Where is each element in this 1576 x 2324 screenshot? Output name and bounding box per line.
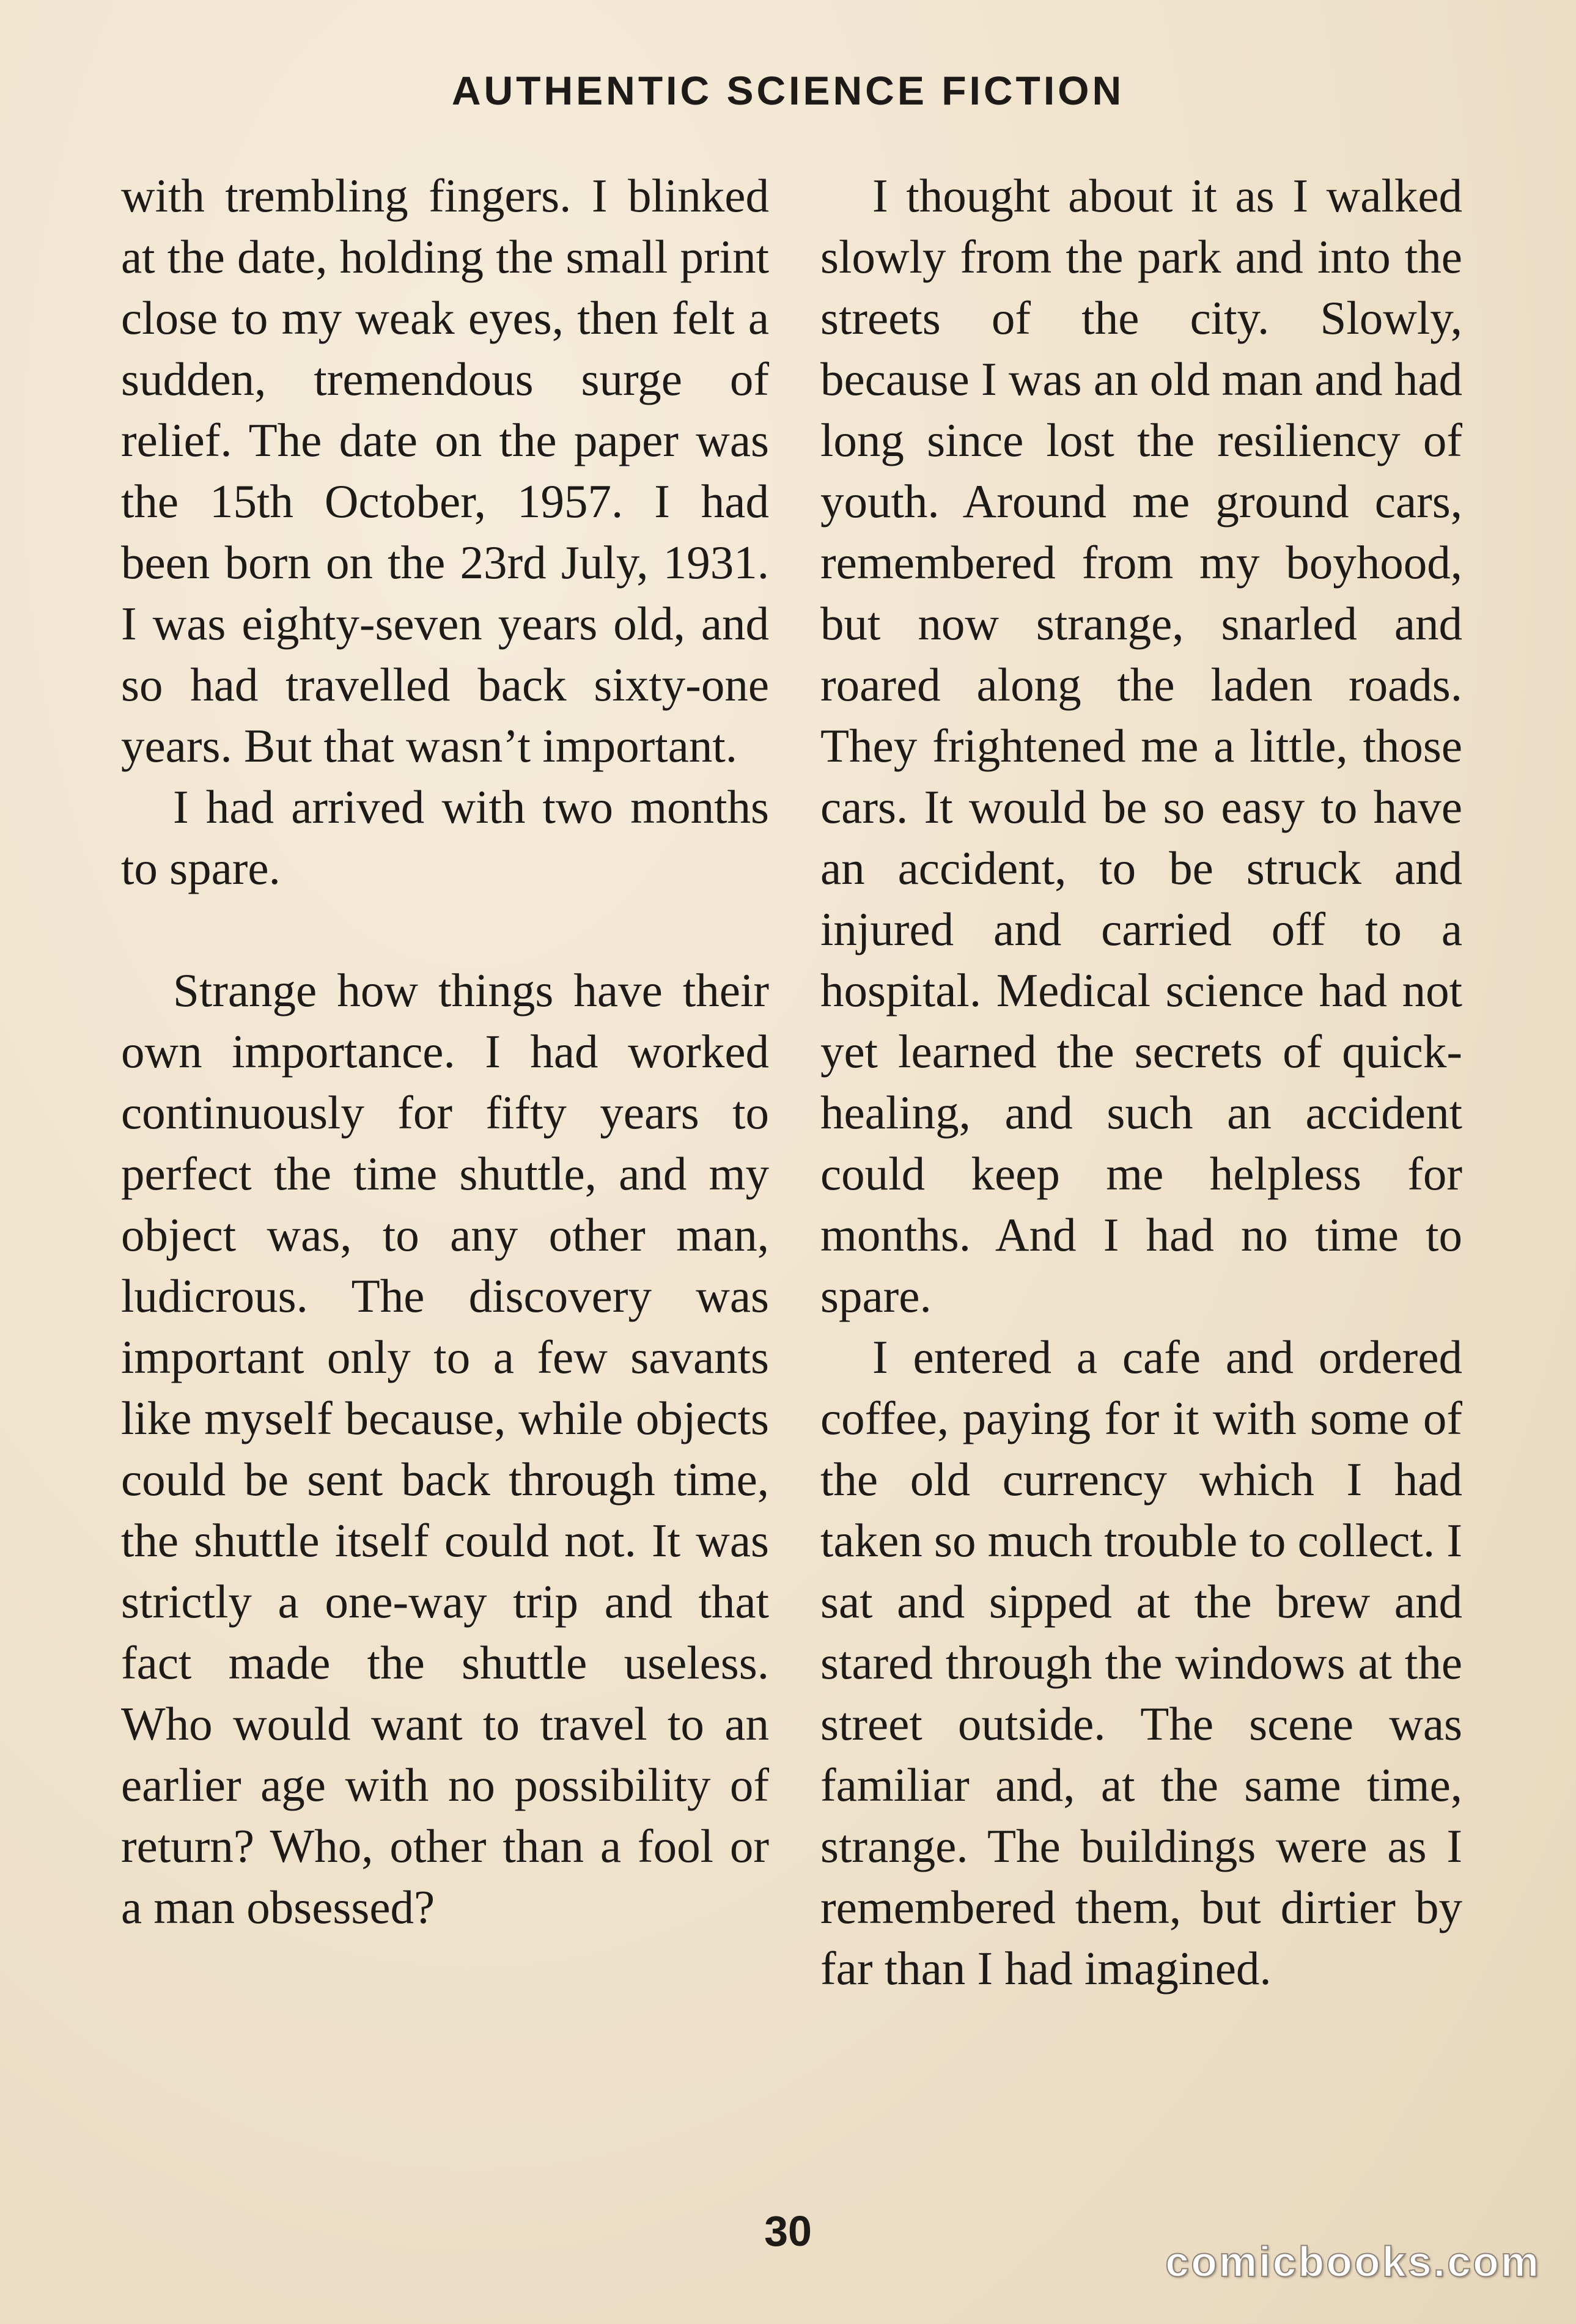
page-number: 30 xyxy=(764,2207,812,2255)
right-text-column xyxy=(820,165,1462,1999)
paragraph: with trembling fingers. I blinked at the date, holding the small print close to my weak eyes, then felt a sudden, tremendous surge of relief. The date on the paper was the 15th October, 1957. I had been born on the 23rd July, 1931. I was eighty-seven years old, and so had travelled back sixty-one years. But that wasn’t important. xyxy=(121,169,769,772)
paragraph: I entered a cafe and ordered coffee, paying for it with some of the old currency which I had taken so much trouble to collect. I sat and sipped at the brew and stared through the windows at the street outside. The scene was familiar and, at the same time, strange. The buildings were as I remembered them, but dirtier by far than I had imagined. xyxy=(820,1331,1462,1995)
paragraph: Strange how things have their own importance. I had worked continuously for fifty years to perfect the time shuttle, and my object was, to any other man, ludicrous. The discovery was important only to a few savants like myself because, while objects could be sent back through time, the shuttle itself could not. It was strictly a one-way trip and that fact made the shuttle useless. Who would want to travel to an earlier age with no possibility of return? Who, other than a fool or a man obsessed? xyxy=(121,964,769,1933)
left-text-column xyxy=(121,165,769,1938)
watermark: comicbooks.com xyxy=(1165,2238,1541,2285)
paragraph: I thought about it as I walked slowly from the park and into the streets of the city. Slowly, because I was an old man and had long since lost the resiliency of youth. Around me ground cars, remembered from my boyhood, but now strange, snarled and roared along the laden roads. They frightened me a little, those cars. It would be so easy to have an accident, to be struck and injured and carried off to a hospital. Medical science had not yet learned the secrets of quick-healing, and such an accident could keep me helpless for months. And I had no time to spare. xyxy=(820,169,1462,1322)
paragraph: I had arrived with two months to spare. xyxy=(121,781,769,894)
running-header: AUTHENTIC SCIENCE FICTION xyxy=(451,68,1125,113)
